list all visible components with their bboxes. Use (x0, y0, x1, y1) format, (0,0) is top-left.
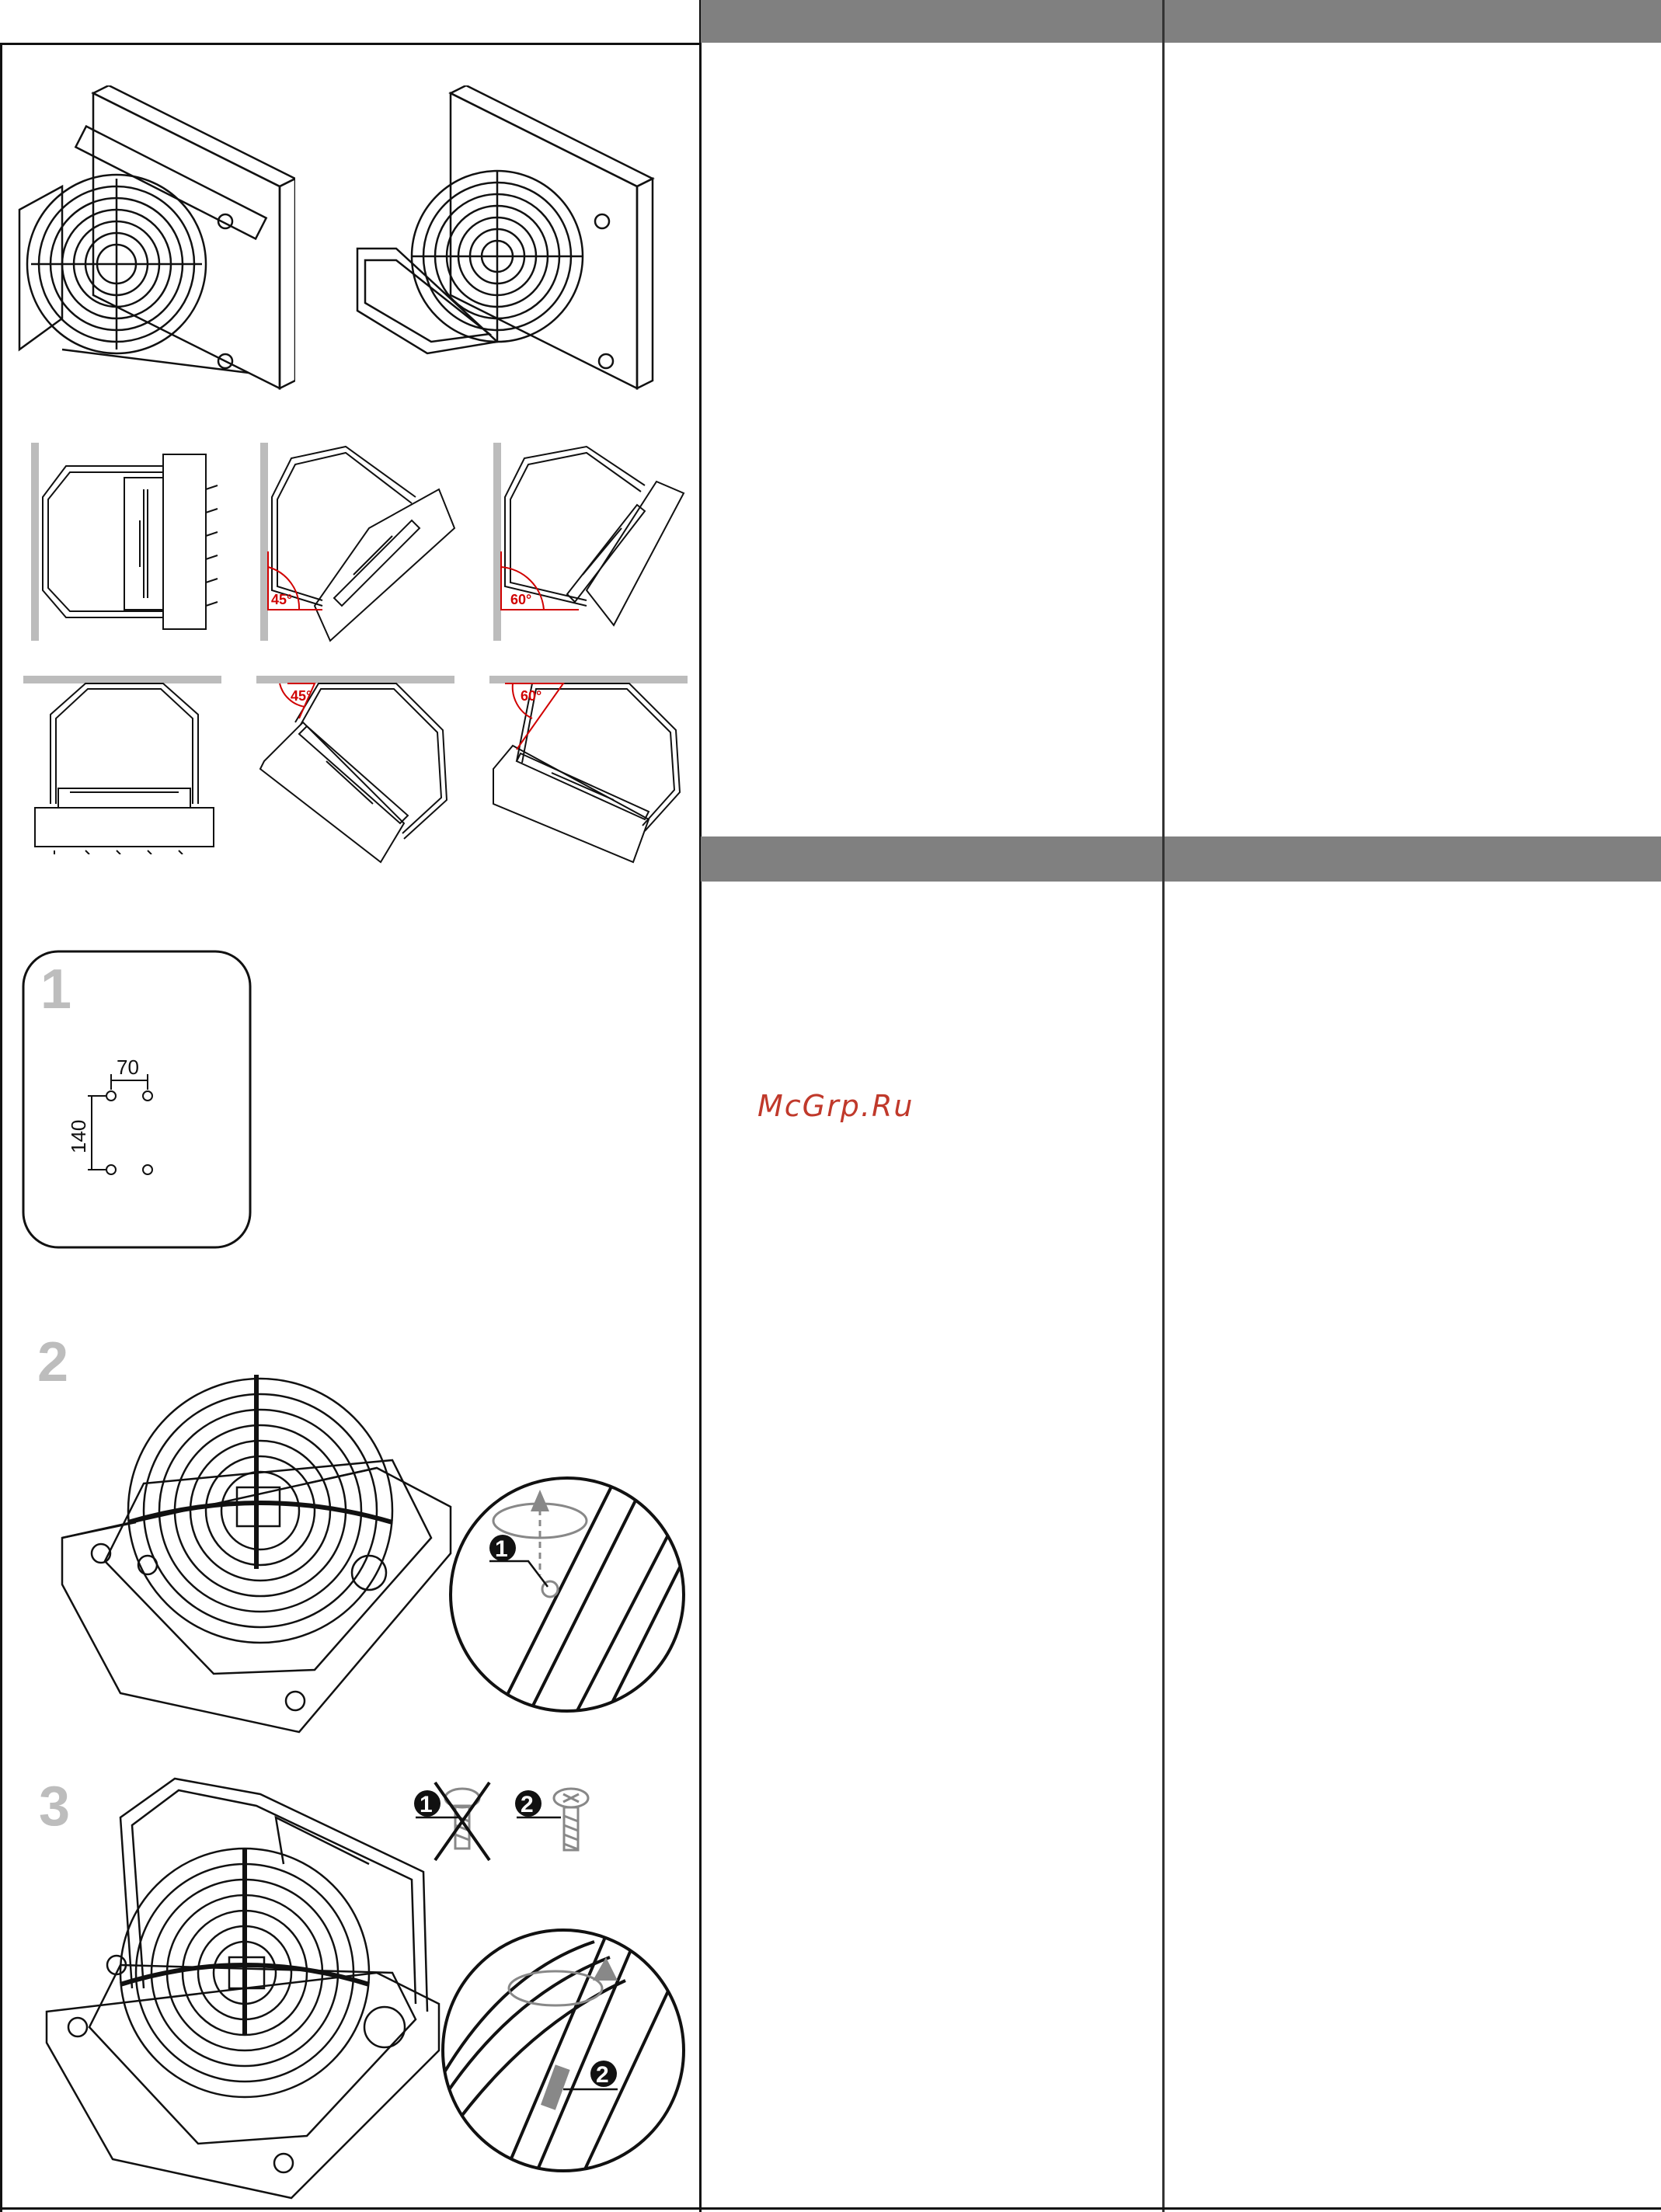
page-bottom-border (0, 2207, 1661, 2210)
heater-illustration-left (16, 85, 295, 396)
wall-mount-45deg (260, 443, 462, 645)
step3-screw-not-used (404, 1779, 505, 1864)
step3-screw-used (513, 1779, 606, 1864)
ceiling-mount-45deg (256, 676, 458, 878)
heater-illustration-right (342, 85, 668, 396)
wall-mount-60deg (493, 443, 695, 645)
step2-heater-illustration (58, 1367, 462, 1740)
dimension-vertical: 140 (67, 1119, 90, 1153)
header-bar-mid-right (1165, 836, 1661, 882)
header-bar-top-middle (701, 0, 1162, 43)
header-bar-top-right (1165, 0, 1661, 43)
callout-1-step2: 1 (495, 1536, 508, 1562)
ceiling-mount-0deg (23, 676, 225, 854)
callout-2-step3-top: 2 (521, 1792, 534, 1817)
watermark-text: McGrp.Ru (757, 1089, 914, 1123)
angle-label-45-wall: 45° (271, 592, 293, 607)
step-number-3: 3 (39, 1776, 71, 1838)
step3-heater-illustration (43, 1771, 447, 2206)
step3-detail-zoom-circle (439, 1926, 688, 2175)
step-number-1: 1 (40, 958, 72, 1021)
callout-2-step3-detail: 2 (596, 2062, 609, 2088)
wall-mount-0deg (31, 443, 233, 645)
left-panel-top-border (0, 43, 701, 45)
left-panel-left-border (0, 43, 2, 2212)
dimension-horizontal: 70 (117, 1056, 139, 1079)
ceiling-mount-60deg (489, 676, 691, 878)
angle-label-60-ceiling: 60° (521, 688, 542, 704)
left-panel-divider (699, 0, 702, 2212)
step2-detail-zoom-circle (447, 1474, 688, 1715)
angle-label-45-ceiling: 45° (291, 688, 312, 704)
angle-label-60-wall: 60° (510, 592, 532, 607)
column-divider (1162, 0, 1165, 2212)
step-number-2: 2 (37, 1331, 69, 1393)
callout-1-step3: 1 (420, 1792, 433, 1817)
header-bar-mid-middle (701, 836, 1162, 882)
